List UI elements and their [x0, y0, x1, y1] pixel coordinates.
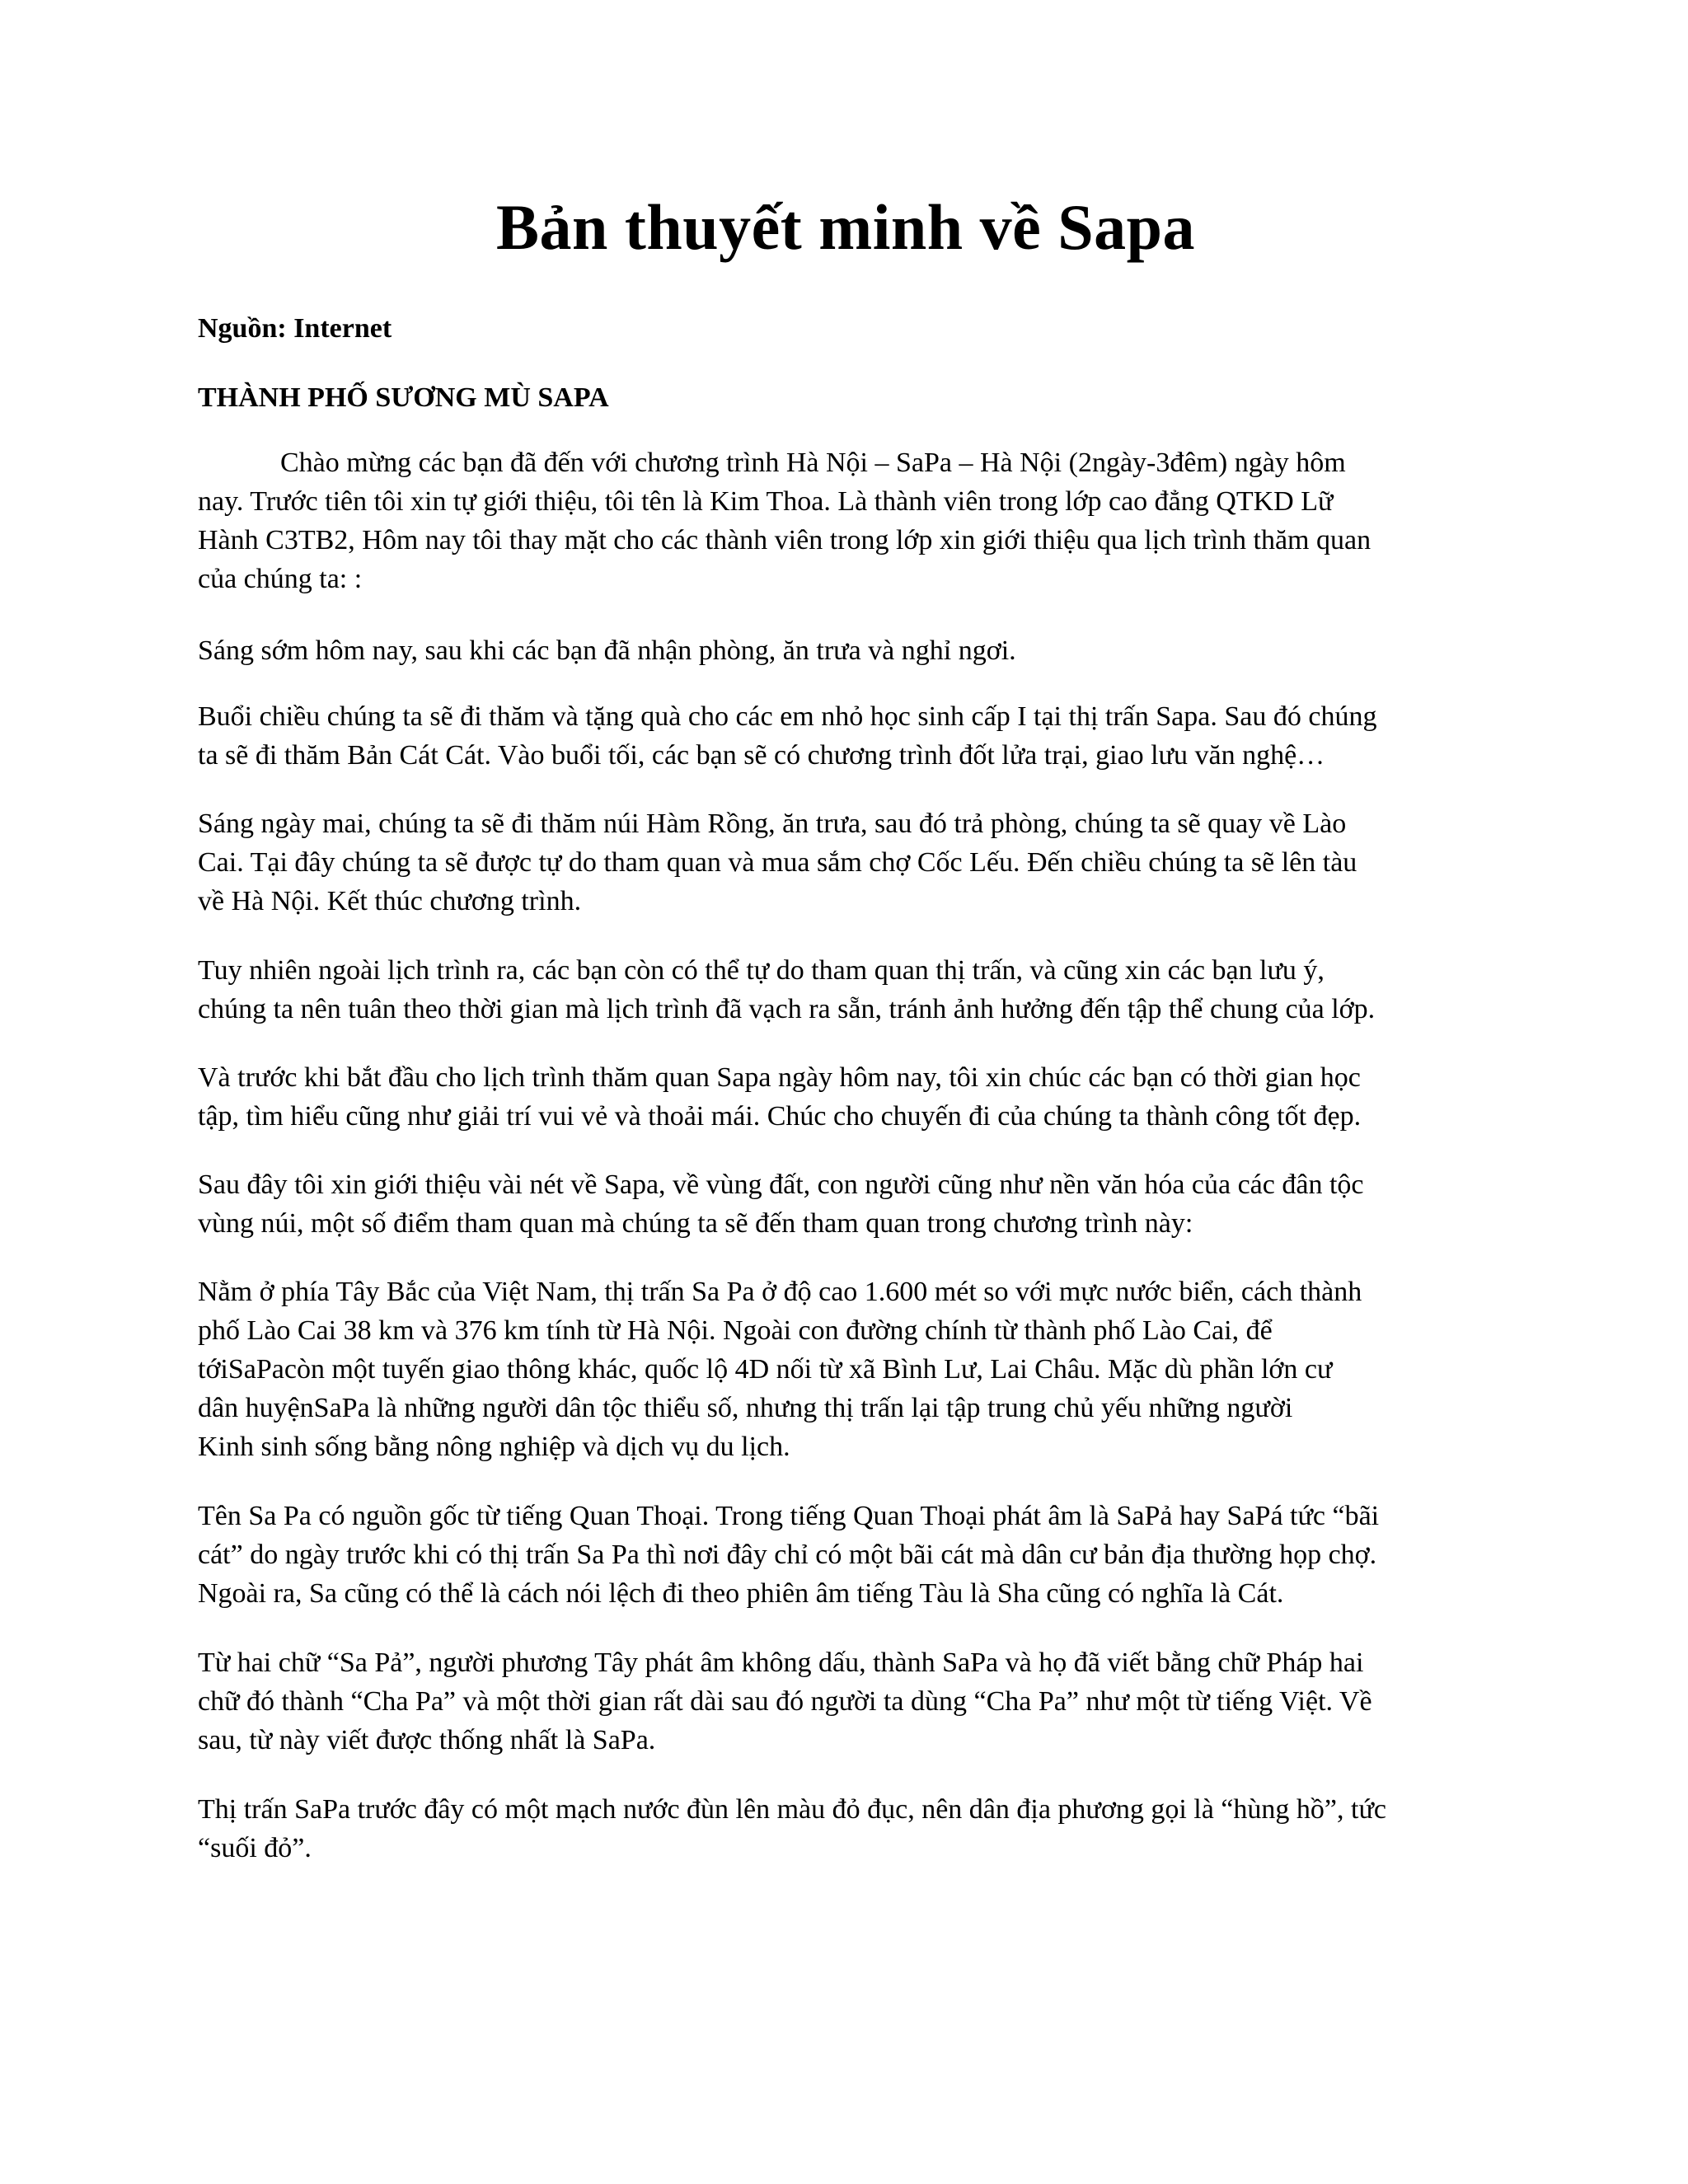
- text-line: cát” do ngày trước khi có thị trấn Sa Pa thì nơi đây chỉ có một bãi cát mà dân cư bản địa thường họp chợ.: [198, 1540, 1377, 1570]
- paragraph-wishes: [198, 1058, 1492, 1136]
- text-line: chúng ta nên tuân theo thời gian mà lịch trình đã vạch ra sẵn, tránh ảnh hưởng đến tập thể chung của lớp.: [198, 994, 1376, 1024]
- text-line: tớiSaPacòn một tuyến giao thông khác, quốc lộ 4D nối từ xã Bình Lư, Lai Châu. Mặc dù phần lớn cư: [198, 1354, 1333, 1385]
- text-line: Từ hai chữ “Sa Pả”, người phương Tây phát âm không dấu, thành SaPa và họ đã viết bằng chữ Pháp hai: [198, 1647, 1364, 1678]
- paragraph-morning: [198, 631, 1492, 670]
- paragraph-name-spelling: [198, 1643, 1492, 1760]
- text-line: Ngoài ra, Sa cũng có thể là cách nói lệch đi theo phiên âm tiếng Tàu là Sha cũng có nghĩa là Cát.: [198, 1578, 1284, 1609]
- paragraph-next-day: [198, 804, 1492, 921]
- text-line: của chúng ta: :: [198, 564, 363, 594]
- text-line: Và trước khi bắt đầu cho lịch trình thăm quan Sapa ngày hôm nay, tôi xin chúc các bạn có thời gian học: [198, 1062, 1361, 1093]
- paragraph-note: [198, 951, 1492, 1029]
- paragraph-name-origin: [198, 1497, 1492, 1613]
- document-title: Bản thuyết minh về Sapa: [495, 191, 1196, 263]
- text-line: Nằm ở phía Tây Bắc của Việt Nam, thị trấn Sa Pa ở độ cao 1.600 mét so với mực nước biển, cách thành: [198, 1277, 1362, 1307]
- text-line: chữ đó thành “Cha Pa” và một thời gian rất dài sau đó người ta dùng “Cha Pa” như một từ tiếng Việt. Về: [198, 1686, 1372, 1717]
- text-line: phố Lào Cai 38 km và 376 km tính từ Hà Nội. Ngoài con đường chính từ thành phố Lào Cai, để: [198, 1315, 1273, 1346]
- text-line: Kinh sinh sống bằng nông nghiệp và dịch vụ du lịch.: [198, 1432, 790, 1462]
- text-line: Chào mừng các bạn đã đến với chương trình Hà Nội – SaPa – Hà Nội (2ngày-3đêm) ngày hôm: [280, 448, 1346, 478]
- text-line: vùng núi, một số điểm tham quan mà chúng ta sẽ đến tham quan trong chương trình này:: [198, 1208, 1193, 1239]
- section-heading: THÀNH PHỐ SƯƠNG MÙ SAPA: [198, 382, 609, 413]
- text-line: Hành C3TB2, Hôm nay tôi thay mặt cho các thành viên trong lớp xin giới thiệu qua lịch trình thăm quan: [198, 525, 1372, 555]
- paragraph-intro: [198, 1165, 1492, 1243]
- paragraph-afternoon: [198, 697, 1492, 775]
- text-line: Buổi chiều chúng ta sẽ đi thăm và tặng quà cho các em nhỏ học sinh cấp I tại thị trấn Sapa. Sau đó chúng: [198, 701, 1377, 732]
- source-line: Nguồn: Internet: [198, 313, 392, 344]
- text-line: Tên Sa Pa có nguồn gốc từ tiếng Quan Thoại. Trong tiếng Quan Thoại phát âm là SaPả hay SaPá tức “bãi: [198, 1501, 1380, 1531]
- text-line: dân huyệnSaPa là những người dân tộc thiểu số, nhưng thị trấn lại tập trung chủ yếu những người: [198, 1393, 1293, 1423]
- text-line: nay. Trước tiên tôi xin tự giới thiệu, tôi tên là Kim Thoa. Là thành viên trong lớp cao đẳng QTKD Lữ: [198, 486, 1334, 517]
- text-line: về Hà Nội. Kết thúc chương trình.: [198, 886, 582, 916]
- text-line: Thị trấn SaPa trước đây có một mạch nước đùn lên màu đỏ đục, nên dân địa phương gọi là “hùng hồ”, tức: [198, 1794, 1386, 1825]
- text-line: sau, từ này viết được thống nhất là SaPa.: [198, 1725, 656, 1755]
- text-line: Sáng ngày mai, chúng ta sẽ đi thăm núi Hàm Rồng, ăn trưa, sau đó trả phòng, chúng ta sẽ quay về Lào: [198, 808, 1347, 839]
- paragraph-welcome: [198, 443, 1492, 598]
- text-line: Sau đây tôi xin giới thiệu vài nét về Sapa, về vùng đất, con người cũng như nền văn hóa của các đân tộc: [198, 1169, 1364, 1200]
- text-line: Cai. Tại đây chúng ta sẽ được tự do tham quan và mua sắm chợ Cốc Lếu. Đến chiều chúng ta sẽ lên tàu: [198, 847, 1357, 878]
- text-line: Tuy nhiên ngoài lịch trình ra, các bạn còn có thể tự do tham quan thị trấn, và cũng xin các bạn lưu ý,: [198, 955, 1325, 986]
- text-line: ta sẽ đi thăm Bản Cát Cát. Vào buổi tối, các bạn sẽ có chương trình đốt lửa trại, giao lưu văn nghệ…: [198, 740, 1325, 771]
- paragraph-location: [198, 1272, 1492, 1466]
- text-line: tập, tìm hiểu cũng như giải trí vui vẻ và thoải mái. Chúc cho chuyến đi của chúng ta thành công tốt đẹp.: [198, 1101, 1362, 1132]
- paragraph-red-stream: [198, 1790, 1492, 1868]
- text-line: “suối đỏ”.: [198, 1833, 312, 1863]
- text-line: Sáng sớm hôm nay, sau khi các bạn đã nhận phòng, ăn trưa và nghỉ ngơi.: [198, 635, 1016, 666]
